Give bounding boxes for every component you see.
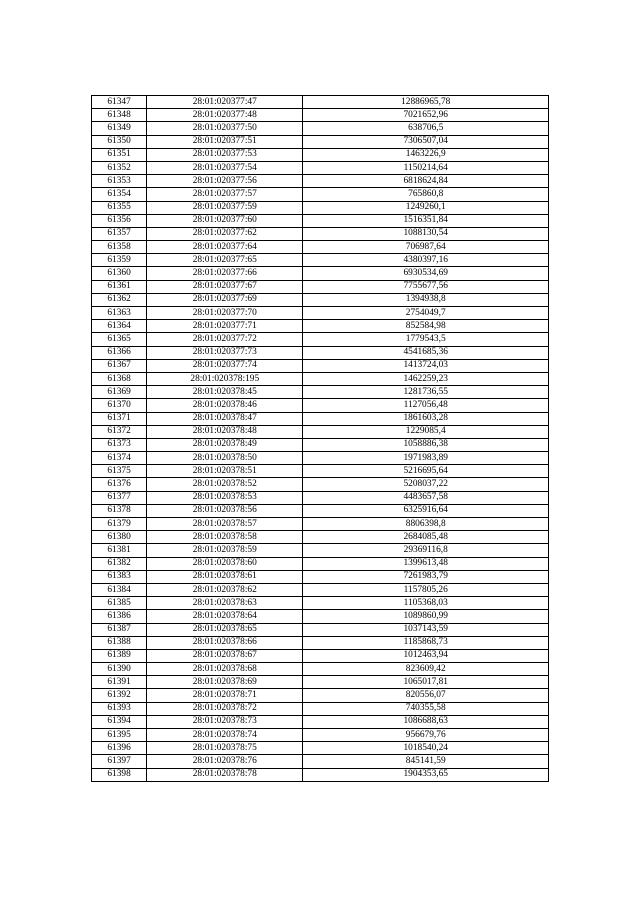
cadastral-number-cell: 28:01:020378:74 [147, 729, 303, 742]
table-row [92, 452, 549, 465]
table-row [92, 386, 549, 399]
row-number-cell: 61360 [92, 267, 147, 280]
row-number-cell: 61347 [92, 96, 147, 109]
value-cell: 2754049,7 [303, 307, 549, 320]
table-row [92, 755, 549, 768]
row-number-cell: 61370 [92, 399, 147, 412]
table-row [92, 175, 549, 188]
table-row [92, 307, 549, 320]
row-number-cell: 61357 [92, 227, 147, 240]
cadastral-number-cell: 28:01:020377:48 [147, 109, 303, 122]
cadastral-number-cell: 28:01:020378:51 [147, 465, 303, 478]
cadastral-number-cell: 28:01:020377:57 [147, 188, 303, 201]
row-number-cell: 61395 [92, 729, 147, 742]
value-cell: 1089860,99 [303, 610, 549, 623]
cadastral-number-cell: 28:01:020377:72 [147, 333, 303, 346]
table-row [92, 649, 549, 662]
cadastral-number-cell: 28:01:020378:48 [147, 425, 303, 438]
cadastral-number-cell: 28:01:020378:73 [147, 715, 303, 728]
table-row [92, 663, 549, 676]
value-cell: 1037143,59 [303, 623, 549, 636]
cadastral-number-cell: 28:01:020378:47 [147, 412, 303, 425]
table-row [92, 280, 549, 293]
table-row [92, 465, 549, 478]
table-row [92, 583, 549, 596]
table-row [92, 623, 549, 636]
table-row [92, 227, 549, 240]
table-row [92, 425, 549, 438]
row-number-cell: 61348 [92, 109, 147, 122]
value-cell: 1463226,9 [303, 148, 549, 161]
value-cell: 1462259,23 [303, 372, 549, 385]
cadastral-number-cell: 28:01:020377:71 [147, 320, 303, 333]
cadastral-number-cell: 28:01:020378:66 [147, 636, 303, 649]
value-cell: 7021652,96 [303, 109, 549, 122]
cadastral-number-cell: 28:01:020377:59 [147, 201, 303, 214]
cadastral-number-cell: 28:01:020377:67 [147, 280, 303, 293]
value-cell: 1058886,38 [303, 438, 549, 451]
row-number-cell: 61382 [92, 557, 147, 570]
table-row [92, 320, 549, 333]
value-cell: 1249260,1 [303, 201, 549, 214]
cadastral-value-table [91, 95, 549, 782]
table-row [92, 689, 549, 702]
value-cell: 7755677,56 [303, 280, 549, 293]
value-cell: 1904353,65 [303, 768, 549, 781]
cadastral-number-cell: 28:01:020378:68 [147, 663, 303, 676]
value-cell: 1229085,4 [303, 425, 549, 438]
table-row [92, 570, 549, 583]
table-row [92, 372, 549, 385]
cadastral-number-cell: 28:01:020377:74 [147, 359, 303, 372]
cadastral-number-cell: 28:01:020378:45 [147, 386, 303, 399]
row-number-cell: 61350 [92, 135, 147, 148]
row-number-cell: 61374 [92, 452, 147, 465]
value-cell: 2684085,48 [303, 531, 549, 544]
row-number-cell: 61356 [92, 214, 147, 227]
table-row [92, 122, 549, 135]
value-cell: 1413724,03 [303, 359, 549, 372]
table-row [92, 201, 549, 214]
cadastral-number-cell: 28:01:020378:67 [147, 649, 303, 662]
cadastral-number-cell: 28:01:020378:57 [147, 518, 303, 531]
value-cell: 1150214,64 [303, 161, 549, 174]
cadastral-number-cell: 28:01:020378:61 [147, 570, 303, 583]
value-cell: 1157805,26 [303, 583, 549, 596]
table-row [92, 636, 549, 649]
row-number-cell: 61364 [92, 320, 147, 333]
value-cell: 12886965,78 [303, 96, 549, 109]
table-row [92, 518, 549, 531]
row-number-cell: 61355 [92, 201, 147, 214]
value-cell: 1516351,84 [303, 214, 549, 227]
value-cell: 1127056,48 [303, 399, 549, 412]
cadastral-number-cell: 28:01:020378:63 [147, 597, 303, 610]
value-cell: 7306507,04 [303, 135, 549, 148]
table-row [92, 478, 549, 491]
value-cell: 1971983,89 [303, 452, 549, 465]
cadastral-number-cell: 28:01:020377:47 [147, 96, 303, 109]
table-row [92, 729, 549, 742]
row-number-cell: 61359 [92, 254, 147, 267]
row-number-cell: 61371 [92, 412, 147, 425]
row-number-cell: 61365 [92, 333, 147, 346]
row-number-cell: 61385 [92, 597, 147, 610]
value-cell: 6930534,69 [303, 267, 549, 280]
value-cell: 4483657,58 [303, 491, 549, 504]
value-cell: 8806398,8 [303, 518, 549, 531]
cadastral-number-cell: 28:01:020378:52 [147, 478, 303, 491]
cadastral-number-cell: 28:01:020377:51 [147, 135, 303, 148]
table-row [92, 267, 549, 280]
table-row [92, 610, 549, 623]
value-cell: 956679,76 [303, 729, 549, 742]
row-number-cell: 61389 [92, 649, 147, 662]
row-number-cell: 61378 [92, 504, 147, 517]
table-row [92, 742, 549, 755]
cadastral-number-cell: 28:01:020378:195 [147, 372, 303, 385]
row-number-cell: 61383 [92, 570, 147, 583]
row-number-cell: 61362 [92, 293, 147, 306]
row-number-cell: 61358 [92, 241, 147, 254]
table-row [92, 254, 549, 267]
cadastral-number-cell: 28:01:020378:62 [147, 583, 303, 596]
cadastral-number-cell: 28:01:020377:56 [147, 175, 303, 188]
table-row [92, 346, 549, 359]
table-row [92, 531, 549, 544]
value-cell: 1399613,48 [303, 557, 549, 570]
row-number-cell: 61380 [92, 531, 147, 544]
value-cell: 820556,07 [303, 689, 549, 702]
row-number-cell: 61396 [92, 742, 147, 755]
value-cell: 1105368,03 [303, 597, 549, 610]
row-number-cell: 61381 [92, 544, 147, 557]
value-cell: 845141,59 [303, 755, 549, 768]
cadastral-number-cell: 28:01:020378:65 [147, 623, 303, 636]
cadastral-number-cell: 28:01:020378:76 [147, 755, 303, 768]
value-cell: 1088130,54 [303, 227, 549, 240]
value-cell: 29369116,8 [303, 544, 549, 557]
table-row [92, 161, 549, 174]
table-row [92, 491, 549, 504]
value-cell: 706987,64 [303, 241, 549, 254]
row-number-cell: 61372 [92, 425, 147, 438]
value-cell: 7261983,79 [303, 570, 549, 583]
cadastral-number-cell: 28:01:020377:64 [147, 241, 303, 254]
table-row [92, 676, 549, 689]
row-number-cell: 61391 [92, 676, 147, 689]
row-number-cell: 61373 [92, 438, 147, 451]
table-row [92, 359, 549, 372]
value-cell: 1185868,73 [303, 636, 549, 649]
cadastral-number-cell: 28:01:020378:64 [147, 610, 303, 623]
table-row [92, 214, 549, 227]
table-row [92, 715, 549, 728]
table-row [92, 109, 549, 122]
row-number-cell: 61363 [92, 307, 147, 320]
row-number-cell: 61394 [92, 715, 147, 728]
row-number-cell: 61351 [92, 148, 147, 161]
value-cell: 1086688,63 [303, 715, 549, 728]
row-number-cell: 61388 [92, 636, 147, 649]
row-number-cell: 61352 [92, 161, 147, 174]
cadastral-number-cell: 28:01:020377:69 [147, 293, 303, 306]
table-row [92, 702, 549, 715]
row-number-cell: 61368 [92, 372, 147, 385]
cadastral-number-cell: 28:01:020377:70 [147, 307, 303, 320]
row-number-cell: 61397 [92, 755, 147, 768]
row-number-cell: 61390 [92, 663, 147, 676]
table-row [92, 135, 549, 148]
value-cell: 1779543,5 [303, 333, 549, 346]
row-number-cell: 61375 [92, 465, 147, 478]
row-number-cell: 61376 [92, 478, 147, 491]
cadastral-number-cell: 28:01:020377:53 [147, 148, 303, 161]
cadastral-number-cell: 28:01:020377:65 [147, 254, 303, 267]
value-cell: 4380397,16 [303, 254, 549, 267]
value-cell: 852584,98 [303, 320, 549, 333]
table-row [92, 504, 549, 517]
table-row [92, 544, 549, 557]
cadastral-number-cell: 28:01:020378:50 [147, 452, 303, 465]
cadastral-number-cell: 28:01:020377:60 [147, 214, 303, 227]
value-cell: 823609,42 [303, 663, 549, 676]
cadastral-number-cell: 28:01:020377:50 [147, 122, 303, 135]
table-row [92, 597, 549, 610]
cadastral-number-cell: 28:01:020378:46 [147, 399, 303, 412]
value-cell: 5216695,64 [303, 465, 549, 478]
cadastral-number-cell: 28:01:020377:73 [147, 346, 303, 359]
cadastral-number-cell: 28:01:020377:62 [147, 227, 303, 240]
row-number-cell: 61386 [92, 610, 147, 623]
row-number-cell: 61367 [92, 359, 147, 372]
value-cell: 765860,8 [303, 188, 549, 201]
row-number-cell: 61393 [92, 702, 147, 715]
cadastral-number-cell: 28:01:020378:71 [147, 689, 303, 702]
cadastral-number-cell: 28:01:020378:49 [147, 438, 303, 451]
value-cell: 6818624,84 [303, 175, 549, 188]
row-number-cell: 61387 [92, 623, 147, 636]
cadastral-number-cell: 28:01:020378:58 [147, 531, 303, 544]
cadastral-number-cell: 28:01:020378:75 [147, 742, 303, 755]
row-number-cell: 61349 [92, 122, 147, 135]
value-cell: 5208037,22 [303, 478, 549, 491]
value-cell: 1065017,81 [303, 676, 549, 689]
cadastral-number-cell: 28:01:020378:78 [147, 768, 303, 781]
row-number-cell: 61354 [92, 188, 147, 201]
cadastral-number-cell: 28:01:020378:56 [147, 504, 303, 517]
cadastral-number-cell: 28:01:020378:69 [147, 676, 303, 689]
table-row [92, 148, 549, 161]
table-row [92, 188, 549, 201]
cadastral-number-cell: 28:01:020377:54 [147, 161, 303, 174]
table-row [92, 333, 549, 346]
table-row [92, 96, 549, 109]
row-number-cell: 61369 [92, 386, 147, 399]
value-cell: 1018540,24 [303, 742, 549, 755]
table-row [92, 557, 549, 570]
row-number-cell: 61361 [92, 280, 147, 293]
table-row [92, 438, 549, 451]
row-number-cell: 61398 [92, 768, 147, 781]
table-row [92, 241, 549, 254]
row-number-cell: 61377 [92, 491, 147, 504]
value-cell: 740355,58 [303, 702, 549, 715]
table-row [92, 293, 549, 306]
row-number-cell: 61353 [92, 175, 147, 188]
cadastral-number-cell: 28:01:020378:59 [147, 544, 303, 557]
table-body [92, 96, 549, 782]
cadastral-number-cell: 28:01:020378:72 [147, 702, 303, 715]
cadastral-number-cell: 28:01:020378:60 [147, 557, 303, 570]
cadastral-number-cell: 28:01:020378:53 [147, 491, 303, 504]
row-number-cell: 61366 [92, 346, 147, 359]
table-row [92, 768, 549, 781]
value-cell: 4541685,36 [303, 346, 549, 359]
value-cell: 6325916,64 [303, 504, 549, 517]
row-number-cell: 61392 [92, 689, 147, 702]
value-cell: 1012463,94 [303, 649, 549, 662]
table-row [92, 399, 549, 412]
value-cell: 1281736,55 [303, 386, 549, 399]
row-number-cell: 61379 [92, 518, 147, 531]
value-cell: 638706,5 [303, 122, 549, 135]
table-row [92, 412, 549, 425]
value-cell: 1394938,8 [303, 293, 549, 306]
value-cell: 1861603,28 [303, 412, 549, 425]
cadastral-number-cell: 28:01:020377:66 [147, 267, 303, 280]
row-number-cell: 61384 [92, 583, 147, 596]
